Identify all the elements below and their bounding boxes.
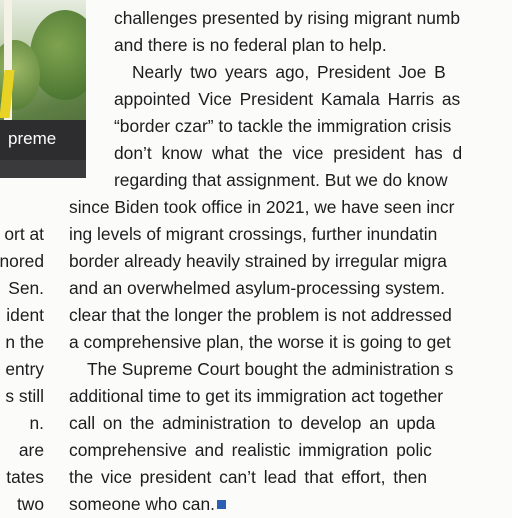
left-line: entry (5, 359, 44, 379)
body-line: border already heavily strained by irregular migra (69, 251, 447, 271)
body-line: Nearly two years ago, President Joe B (132, 62, 446, 82)
body-line: “border czar” to tackle the immigration crisis (114, 116, 452, 136)
left-line: two (16, 494, 44, 514)
left-line: nored (0, 251, 44, 271)
body-line: and there is no federal plan to help. (114, 35, 387, 55)
body-line: challenges presented by rising migrant numb (114, 8, 461, 28)
left-line: are (18, 440, 44, 460)
body-line: additional time to get its immigration act together (69, 386, 444, 406)
body-line: appointed Vice President Kamala Harris as (114, 89, 461, 109)
left-line: ident (6, 305, 44, 325)
photo-caption-text: preme (8, 129, 57, 148)
body-line: a comprehensive plan, the worse it is going to get (69, 332, 451, 352)
article-photo (0, 0, 86, 178)
body-line: The Supreme Court bought the administration s (87, 359, 454, 379)
body-line: and an overwhelmed asylum-processing system. (69, 278, 445, 298)
body-line: clear that the longer the problem is not addressed (69, 305, 452, 325)
left-line: n. (29, 413, 44, 433)
left-line: tates (6, 467, 44, 487)
body-line: the vice president can’t lead that effort, then (69, 467, 428, 487)
body-line: comprehensive and realistic immigration polic (69, 440, 432, 460)
left-line: s still (5, 386, 44, 406)
left-line: ort at (4, 224, 44, 244)
body-line: regarding that assignment. But we do know (114, 170, 448, 190)
body-line: don’t know what the vice president has d (114, 143, 463, 163)
left-line: Sen. (8, 278, 44, 298)
left-line: n the (5, 332, 44, 352)
end-of-article-square-icon (217, 500, 226, 509)
body-line: ing levels of migrant crossings, further inundatin (69, 224, 438, 244)
body-line-last (69, 491, 226, 518)
body-line-text: someone who can. (69, 494, 215, 514)
body-line: since Biden took office in 2021, we have seen incr (69, 197, 455, 217)
body-line: call on the administration to develop an upda (69, 413, 436, 433)
